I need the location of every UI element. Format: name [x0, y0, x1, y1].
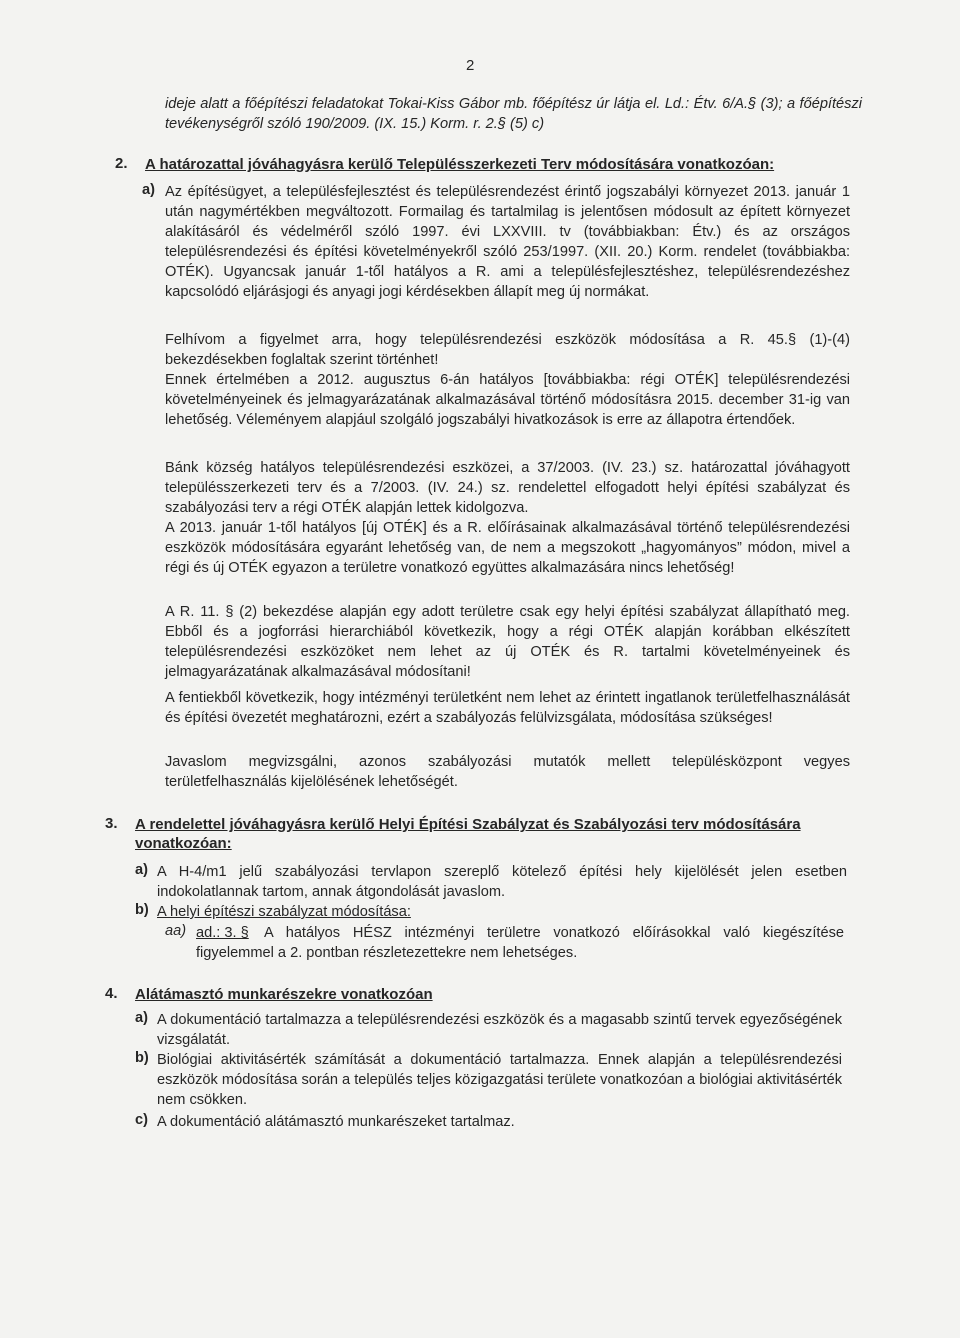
section-4-item-c-label: c)	[135, 1112, 148, 1128]
section-3-item-a-label: a)	[135, 862, 148, 878]
section-3-item-a-text: A H-4/m1 jelű szabályozási tervlapon szereplő kötelező építési hely kijelölését jelen esetben indokolatlannak tartom, annak átgondolását javaslom.	[157, 864, 847, 900]
section-2-paragraph: Az építésügyet, a településfejlesztést és településrendezést érintő jogszabályi környezet 2013. január 1 után nagymértékben megváltozott. Formailag és tartalmilag is jelentősen módosult az épített környezet alakításáról és védelméről szóló 1997. évi LXXVIII. tv (továbbiakban: Étv.) és az országos településrendezési és építési követelményekről szóló 253/1997. (XII. 20.) Korm. rendelet (továbbiakba: OTÉK). Ugyancsak január 1-től hatályos a R. ami a településfejlesztéshez, településrendezéshez kapcsolódó eljárásjogi és anyagi jogi kérdésekben állapít meg új normákat.	[165, 184, 850, 300]
section-3-heading	[105, 815, 850, 857]
intro-text: ideje alatt a főépítészi feladatokat Tokai-Kiss Gábor mb. főépítész úr látja el. Ld.: Étv. 6/A.§ (3); a főépítészi tevékenységről szóló 190/2009. (IX. 15.) Korm. r. 2.§ (5) c)	[165, 96, 862, 132]
section-4-item-c-text: A dokumentáció alátámasztó munkarészeket tartalmaz.	[157, 1114, 515, 1130]
section-3-title: A rendelettel jóváhagyásra kerülő Helyi Építési Szabályzat és Szabályozási terv módosítására vonatkozóan:	[135, 816, 801, 852]
section-2-paragraph: A fentiekből következik, hogy intézményi területként nem lehet az érintett ingatlanok területfelhasználását és építési övezetét meghatározni, ezért a szabályozás felülvizsgálata, módosítása szükséges!	[165, 690, 850, 726]
section-2-heading	[115, 155, 855, 177]
section-4-item-b-label: b)	[135, 1050, 149, 1066]
section-4-item-a-label: a)	[135, 1010, 148, 1026]
section-2-paragraph: Ennek értelmében a 2012. augusztus 6-án hatályos [továbbiakba: régi OTÉK] településrendezési követelményeinek és jelmagyarázatának alkalmazásával történő módosításra 2015. december 31-ig van lehetőség. Véleményem alapjául szolgáló jogszabályi hivatkozások is erre az állapotra értendőek.	[165, 372, 850, 428]
section-2-paragraph: A 2013. január 1-től hatályos [új OTÉK] és a R. előírásainak alkalmazásával történő településrendezési eszközök módosítására egyaránt lehetőség van, de nem a megszokott „hagyományos” módon, mivel a régi és új OTÉK egyazon a területre vonatkozó együttes alkalmazására nincs lehetőség!	[165, 520, 850, 576]
section-2-title: A határozattal jóváhagyásra kerülő Településszerkezeti Terv módosítására vonatkozóan:	[145, 156, 775, 173]
section-4-heading	[105, 985, 850, 1007]
section-4-title: Alátámasztó munkarészekre vonatkozóan	[135, 986, 433, 1003]
section-4-item-b-text: Biológiai aktivitásérték számítását a dokumentáció tartalmazza. Ennek alapján a településrendezési eszközök módosítása során a település teljes közigazgatási területe vonatkozóan a biológiai aktivitásérték nem csökken.	[157, 1052, 842, 1108]
section-2-item-a-label: a)	[142, 182, 155, 198]
section-2-paragraph: Bánk község hatályos településrendezési eszközei, a 37/2003. (IV. 23.) sz. határozattal jóváhagyott településszerkezeti terv és a 7/2003. (IV. 24.) sz. rendelettel elfogadott helyi építési szabályzat és szabályozási terv a régi OTÉK alapján lettek kidolgozva.	[165, 460, 850, 516]
section-2-paragraph: Javaslom megvizsgálni, azonos szabályozási mutatók mellett településközpont vegyes területfelhasználás kijelölésének lehetőségét.	[165, 754, 850, 790]
section-3-number: 3.	[105, 815, 118, 832]
section-3-item-b-label: b)	[135, 902, 149, 918]
page-number: 2	[466, 57, 475, 74]
section-2-number: 2.	[115, 155, 128, 172]
section-4-number: 4.	[105, 985, 118, 1002]
section-3-item-aa-ref: ad.: 3. §	[196, 925, 249, 941]
section-3-item-b-text: A helyi építészi szabályzat módosítása:	[157, 904, 411, 920]
section-2-paragraph: Felhívom a figyelmet arra, hogy településrendezési eszközök módosítása a R. 45.§ (1)-(4) bekezdésekben foglaltak szerint történhet!	[165, 332, 850, 368]
section-2-paragraph: A R. 11. § (2) bekezdése alapján egy adott területre csak egy helyi építési szabályzat állapítható meg. Ebből és a jogforrási hierarchiából következik, hogy a régi OTÉK alapján korábban elkészített településrendezési eszközöket nem lehet az új OTÉK és R. tartalmi követelményeinek és jelmagyarázatának alkalmazásával módosítani!	[165, 604, 850, 680]
section-4-item-a-text: A dokumentáció tartalmazza a településrendezési eszközök és a magasabb szintű tervek egyezőségének vizsgálatát.	[157, 1012, 842, 1048]
section-3-item-aa-label: aa)	[165, 923, 187, 939]
section-3-item-aa-text: A hatályos HÉSZ intézményi területre vonatkozó előírásokkal való kiegészítése figyelemmel a 2. pontban részletezettekre nem lehetséges.	[196, 925, 844, 961]
